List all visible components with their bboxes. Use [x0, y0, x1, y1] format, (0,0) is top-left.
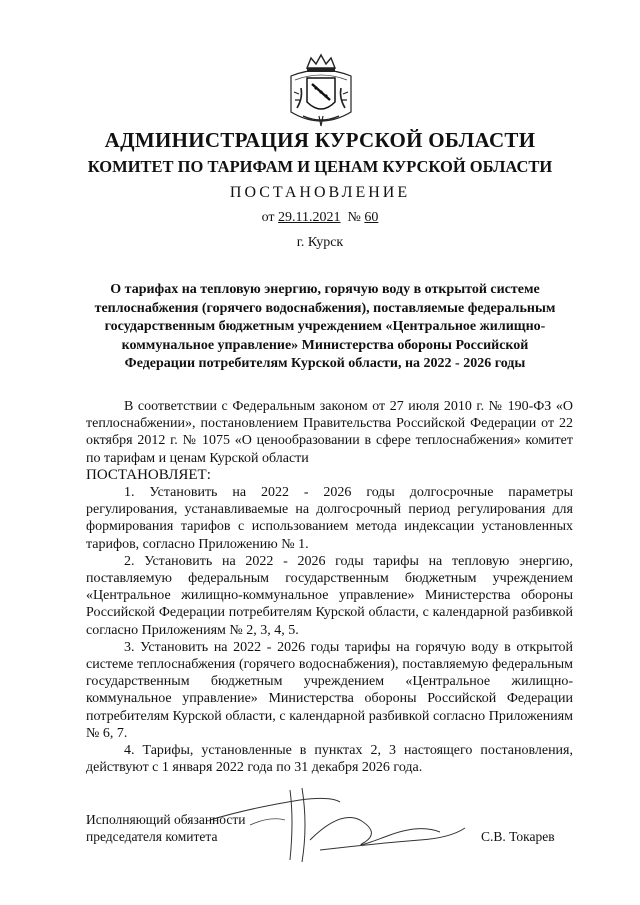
document-date: 29.11.2021 — [278, 210, 341, 225]
org-name-line1: АДМИНИСТРАЦИЯ КУРСКОЙ ОБЛАСТИ — [104, 128, 536, 152]
position-line: Исполняющий обязанности — [86, 812, 246, 827]
city: г. Курск — [296, 235, 344, 250]
clause-4: 4. Тарифы, установленные в пунктах 2, 3 настоящего постановления, действуют с 1 января 2022 года по 31 декабря 2026 года. — [86, 743, 573, 776]
org-name-line2: КОМИТЕТ ПО ТАРИФАМ И ЦЕНАМ КУРСКОЙ ОБЛАСТИ — [87, 157, 553, 176]
clause-3: 3. Установить на 2022 - 2026 годы тарифы на горячую воду в открытой системе теплоснабжения (горячего водоснабжения), поставляемую федеральным государственным бюджетным учреждением «Центральное жилищно-коммунальное управление» Министерства обороны Российской Федерации потребителям Курской области, с календарной разбивкой согласно Приложениям № 6, 7. — [86, 639, 573, 741]
signatory-name: С.В. Токарев — [481, 829, 555, 844]
resolves-keyword: ПОСТАНОВЛЯЕТ: — [86, 466, 211, 483]
document-type: ПОСТАНОВЛЕНИЕ — [229, 184, 411, 201]
title-line: Федерации потребителям Курской области, на 2022 - 2026 годы — [124, 356, 526, 371]
title-line: государственным бюджетным учреждением «Центральное жилищно- — [104, 319, 546, 334]
document-date-number — [0, 210, 640, 226]
coat-of-arms-icon — [285, 50, 357, 128]
document-number: 60 — [364, 210, 379, 225]
document-body — [86, 398, 573, 776]
position-line: председателя комитета — [86, 829, 218, 844]
title-line: коммунальное управление» Министерства обороны Российской — [121, 337, 529, 353]
title-line: теплоснабжения (горячего водоснабжения), поставляемые федеральным — [94, 300, 556, 316]
clause-2: 2. Установить на 2022 - 2026 годы тарифы на тепловую энергию, поставляемую федеральным государственным бюджетным учреждением «Центральное жилищно-коммунальное управление» Министерства обороны Российской Федерации потребителям Курской области, с календарной разбивкой согласно Приложениям № 2, 3, 4, 5. — [86, 553, 573, 638]
preamble: В соответствии с Федеральным законом от 27 июля 2010 г. № 190-ФЗ «О теплоснабжении», постановлением Правительства Российской Федерации от 22 октября 2012 г. № 1075 «О ценообразовании в сфере теплоснабжения» комитет по тарифам и ценам Курской области — [86, 399, 573, 466]
signatory-position — [86, 811, 245, 845]
clause-1: 1. Установить на 2022 - 2026 годы долгосрочные параметры регулирования, устанавливаемые на долгосрочный период регулирования для формирования тарифов с использованием метода индексации установленных тарифов, согласно Приложению № 1. — [86, 485, 573, 552]
document-title — [90, 281, 560, 374]
number-prefix: № — [347, 210, 361, 225]
title-line: О тарифах на тепловую энергию, горячую воду в открытой системе — [110, 282, 540, 297]
date-prefix: от — [261, 210, 275, 225]
